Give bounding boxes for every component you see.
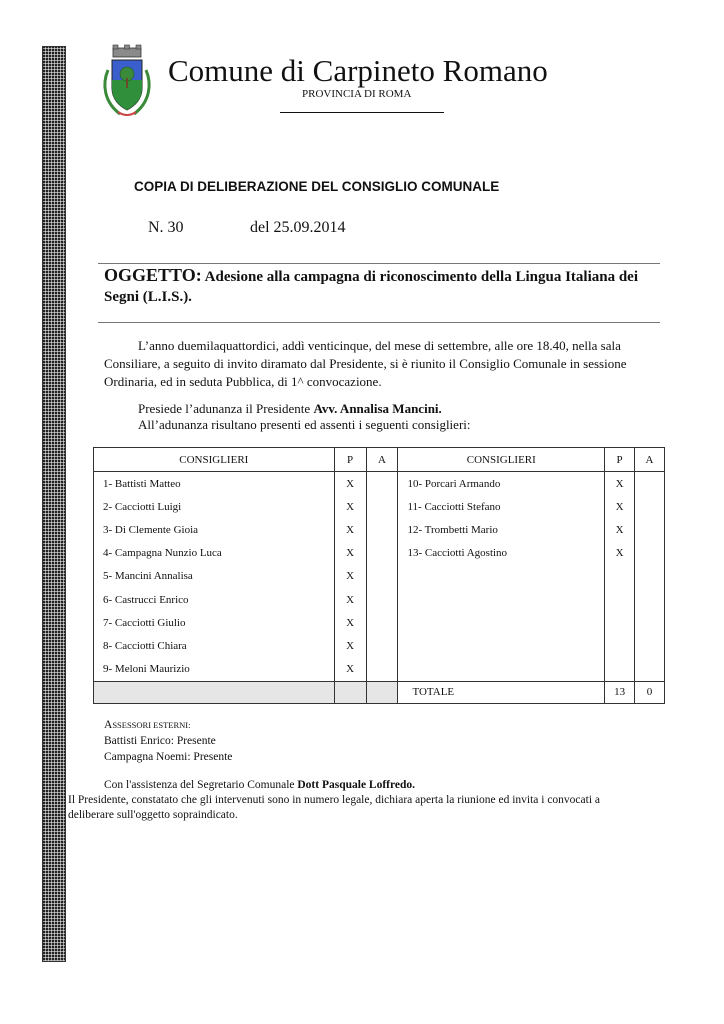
absent-mark xyxy=(366,658,398,682)
subject-label: OGGETTO: xyxy=(104,265,202,285)
councillor-name: 5- Mancini Annalisa xyxy=(94,565,335,588)
absent-mark xyxy=(635,611,665,634)
present-mark: X xyxy=(334,658,366,682)
present-mark xyxy=(605,611,635,634)
present-mark: X xyxy=(605,495,635,518)
assessor-item: Battisti Enrico: Presente xyxy=(104,735,216,747)
absent-mark xyxy=(366,472,398,496)
absent-mark xyxy=(366,542,398,565)
councillor-name: 3- Di Clemente Gioia xyxy=(94,518,335,541)
total-absent: 0 xyxy=(635,681,665,703)
assessor-item: Campagna Noemi: Presente xyxy=(104,751,233,763)
councillor-name xyxy=(398,565,605,588)
deliberation-date: del 25.09.2014 xyxy=(250,219,346,236)
present-mark xyxy=(605,588,635,611)
present-mark: X xyxy=(334,634,366,657)
header-present-left: P xyxy=(334,448,366,472)
present-mark: X xyxy=(334,588,366,611)
absent-mark xyxy=(635,495,665,518)
absent-mark xyxy=(366,611,398,634)
councillor-name: 2- Cacciotti Luigi xyxy=(94,495,335,518)
councillor-name: 6- Castrucci Enrico xyxy=(94,588,335,611)
present-mark xyxy=(605,658,635,682)
table-row xyxy=(94,565,665,588)
councillor-name xyxy=(398,588,605,611)
absent-mark xyxy=(635,518,665,541)
deliberation-number: N. 30 xyxy=(148,219,184,236)
attendance-note: All’adunanza risultano presenti ed assenti i seguenti consiglieri: xyxy=(138,417,471,432)
assessors-heading: ASSESSORI ESTERNI: xyxy=(104,719,191,731)
closing-line-2: deliberare sull'oggetto sopraindicato. xyxy=(68,809,238,821)
table-row xyxy=(94,495,665,518)
table-row xyxy=(94,658,665,682)
present-mark: X xyxy=(334,611,366,634)
header-councillors-right: CONSIGLIERI xyxy=(398,448,605,472)
absent-mark xyxy=(635,588,665,611)
councillor-name: 13- Cacciotti Agostino xyxy=(398,542,605,565)
councillor-name xyxy=(398,611,605,634)
absent-mark xyxy=(635,658,665,682)
present-mark: X xyxy=(334,495,366,518)
absent-mark xyxy=(635,542,665,565)
present-mark: X xyxy=(605,518,635,541)
presides-prefix: Presiede l’adunanza il Presidente xyxy=(138,401,314,416)
absent-mark xyxy=(366,518,398,541)
intro-paragraph xyxy=(104,337,660,391)
secretary-line xyxy=(104,779,415,791)
present-mark xyxy=(605,634,635,657)
table-header-row xyxy=(94,448,665,472)
intro-text: L’anno duemilaquattordici, addì venticinque, del mese di settembre, alle ore 18.40, nella sala Consiliare, a seguito di invito diramato dal Presidente, si è riunito il Consiglio Comunale in sessione Ordinaria, ed in seduta Pubblica, di 1^ convocazione. xyxy=(104,338,627,389)
table-row xyxy=(94,588,665,611)
present-mark: X xyxy=(334,472,366,496)
absent-mark xyxy=(366,634,398,657)
absent-mark xyxy=(366,588,398,611)
present-mark: X xyxy=(334,565,366,588)
table-row xyxy=(94,518,665,541)
secretary-prefix: Con l'assistenza del Segretario Comunale xyxy=(104,779,298,791)
header-underline xyxy=(280,112,444,113)
header-present-right: P xyxy=(605,448,635,472)
table-row xyxy=(94,542,665,565)
header-absent-left: A xyxy=(366,448,398,472)
councillor-name: 11- Cacciotti Stefano xyxy=(398,495,605,518)
absent-mark xyxy=(635,472,665,496)
councillor-name xyxy=(398,634,605,657)
town-name: Comune di Carpineto Romano xyxy=(168,53,548,88)
attendance-table xyxy=(93,447,665,704)
municipal-crest-icon xyxy=(100,44,154,120)
total-label: TOTALE xyxy=(398,681,605,703)
absent-mark xyxy=(366,495,398,518)
presides-line xyxy=(138,401,442,417)
present-mark: X xyxy=(605,472,635,496)
closing-line-1: Il Presidente, constatato che gli intervenuti sono in numero legale, dichiara aperta la riunione ed invita i convocati a xyxy=(68,794,601,806)
councillor-name: 12- Trombetti Mario xyxy=(398,518,605,541)
subject-top-rule xyxy=(98,263,660,264)
province-name: PROVINCIA DI ROMA xyxy=(302,88,412,100)
absent-mark xyxy=(635,565,665,588)
absent-mark xyxy=(366,565,398,588)
subject-text: Adesione alla campagna di riconoscimento della Lingua Italiana dei Segni (L.I.S.). xyxy=(104,269,639,305)
councillor-name: 9- Meloni Maurizio xyxy=(94,658,335,682)
total-row xyxy=(94,681,665,703)
subject xyxy=(104,265,644,307)
total-present: 13 xyxy=(605,681,635,703)
total-blank-p xyxy=(334,681,366,703)
subject-bottom-rule xyxy=(98,322,660,323)
present-mark: X xyxy=(334,542,366,565)
table-row xyxy=(94,634,665,657)
header-councillors-left: CONSIGLIERI xyxy=(94,448,335,472)
table-row xyxy=(94,472,665,496)
secretary-name: Dott Pasquale Loffredo. xyxy=(297,779,416,791)
present-mark xyxy=(605,565,635,588)
councillor-name xyxy=(398,658,605,682)
header-absent-right: A xyxy=(635,448,665,472)
present-mark: X xyxy=(334,518,366,541)
total-blank-name xyxy=(94,681,335,703)
total-blank-a xyxy=(366,681,398,703)
present-mark: X xyxy=(605,542,635,565)
absent-mark xyxy=(635,634,665,657)
president-name: Avv. Annalisa Mancini. xyxy=(313,401,442,416)
councillor-name: 1- Battisti Matteo xyxy=(94,472,335,496)
councillor-name: 10- Porcari Armando xyxy=(398,472,605,496)
table-row xyxy=(94,611,665,634)
document-title: COPIA DI DELIBERAZIONE DEL CONSIGLIO COMUNALE xyxy=(134,179,500,194)
councillor-name: 8- Cacciotti Chiara xyxy=(94,634,335,657)
binding-margin xyxy=(42,46,66,962)
councillor-name: 7- Cacciotti Giulio xyxy=(94,611,335,634)
councillor-name: 4- Campagna Nunzio Luca xyxy=(94,542,335,565)
